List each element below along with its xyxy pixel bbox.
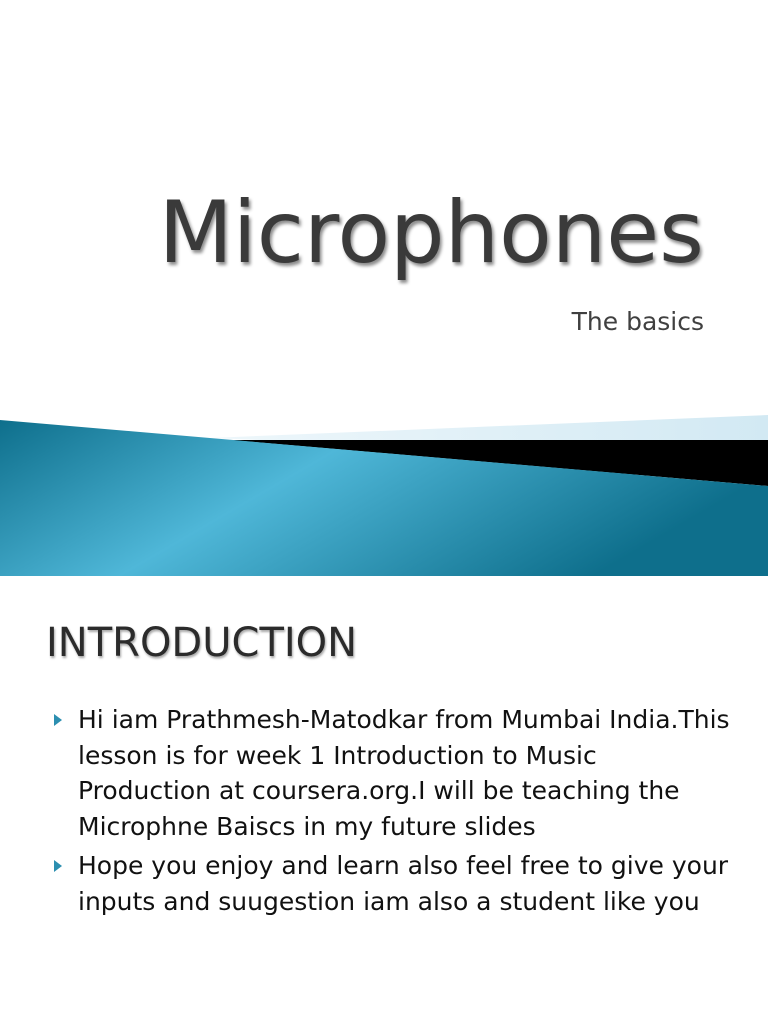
triangle-right-icon	[54, 714, 62, 726]
triangle-right-icon	[54, 860, 62, 872]
bullet-list	[52, 702, 732, 923]
slide-title: Microphones	[158, 183, 704, 283]
intro-slide	[0, 576, 768, 1024]
bullet-text: Hi iam Prathmesh-Matodkar from Mumbai India.This lesson is for week 1 Introduction to Music Production at coursera.org.I will be teaching the Microphne Baiscs in my future slides	[78, 705, 730, 841]
intro-heading: INTRODUCTION	[46, 620, 358, 666]
decorative-banner	[0, 400, 768, 576]
bullet-item	[52, 848, 732, 919]
bullet-item	[52, 702, 732, 844]
bullet-text: Hope you enjoy and learn also feel free to give your inputs and suugestion iam also a student like you	[78, 851, 729, 916]
slide-subtitle: The basics	[571, 307, 704, 336]
banner-pale-stripe	[210, 415, 768, 440]
